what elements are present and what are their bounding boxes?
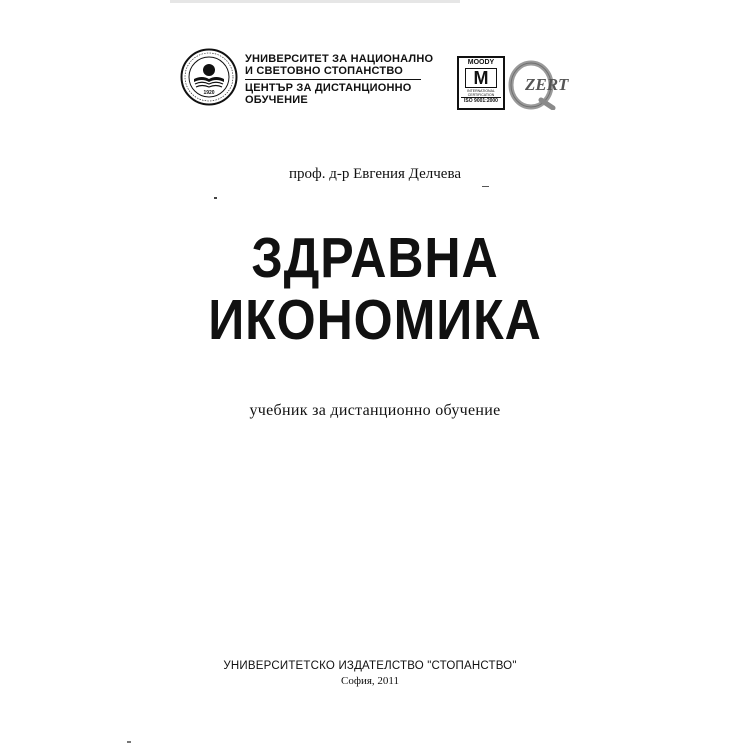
zert-label: ZERT [525,75,569,94]
center-name-line-2: ОБУЧЕНИЕ [245,94,308,106]
university-seal-icon [180,48,238,106]
university-name-block [245,53,434,106]
moody-small-text: INTERNATIONAL CERTIFICATION [467,89,495,97]
scan-mark [127,741,131,743]
moody-certification-logo [457,56,505,110]
seal-year: 1920 [203,90,215,96]
university-name-line-2: И СВЕТОВНО СТОПАНСТВО [245,65,403,77]
scan-mark [214,197,217,199]
university-divider [245,79,421,80]
center-name-line-1: ЦЕНТЪР ЗА ДИСТАНЦИОННО [245,82,412,94]
zert-logo [507,58,582,110]
scan-mark [482,186,489,187]
university-name-line-1: УНИВЕРСИТЕТ ЗА НАЦИОНАЛНО [245,53,434,65]
author-name: проф. д-р Евгения Делчева [289,166,461,182]
publisher-name: УНИВЕРСИТЕТСКО ИЗДАТЕЛСТВО "СТОПАНСТВО" [223,660,517,672]
publication-city-year: София, 2011 [340,675,399,687]
moody-label: MOODY [467,59,495,66]
moody-letter: M [465,68,497,88]
moody-iso-text: ISO 9001:2000 [461,97,501,104]
book-title-line-1: ЗДРАВНА [251,226,499,290]
book-subtitle: учебник за дистанционно обучение [249,402,501,419]
book-title-line-2: ИКОНОМИКА [208,288,542,352]
scan-edge [170,0,460,3]
